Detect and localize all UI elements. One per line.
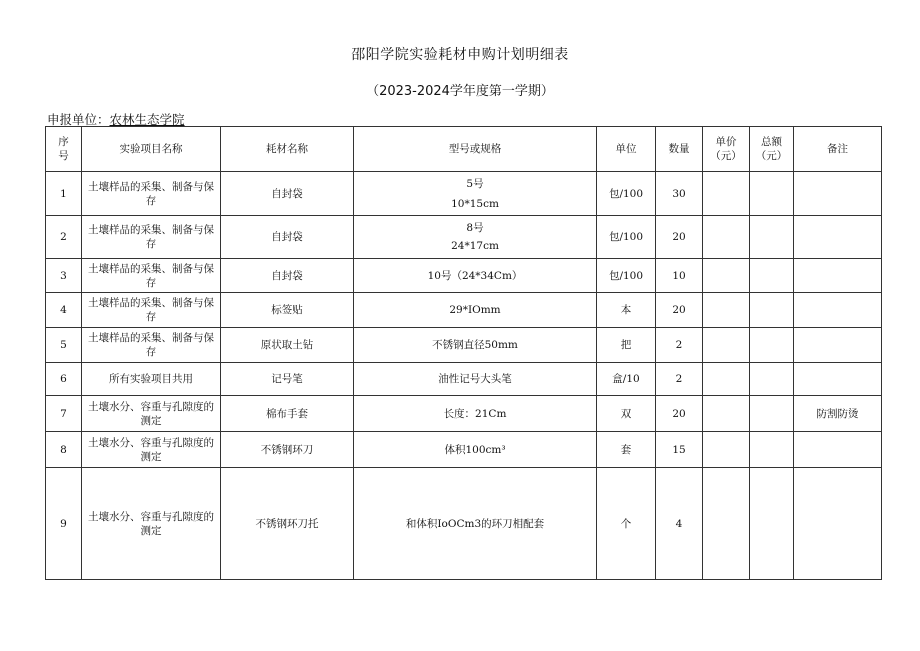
row-total <box>750 396 794 432</box>
row-note: 防割防烫 <box>794 396 882 432</box>
row-total <box>750 432 794 468</box>
row-material: 标签贴 <box>221 293 354 328</box>
table-row <box>46 432 882 468</box>
row-note <box>794 432 882 468</box>
row-no: 5 <box>46 328 82 363</box>
row-spec-line2: 10*15cm <box>451 197 499 210</box>
row-material: 自封袋 <box>221 259 354 293</box>
reporting-unit-label: 申报单位： <box>47 112 110 127</box>
row-note <box>794 172 882 216</box>
header-price: 单价（元） <box>703 127 750 172</box>
row-unit: 把 <box>597 328 656 363</box>
row-project: 土壤样品的采集、制备与保存 <box>82 172 221 216</box>
row-spec <box>354 172 597 216</box>
table-row <box>46 396 882 432</box>
row-no: 1 <box>46 172 82 216</box>
row-unit: 套 <box>597 432 656 468</box>
row-note <box>794 328 882 363</box>
row-project: 所有实验项目共用 <box>82 363 221 396</box>
row-spec: 29*IOmm <box>354 293 597 328</box>
row-no: 8 <box>46 432 82 468</box>
row-project: 土壤样品的采集、制备与保存 <box>82 293 221 328</box>
row-material: 棉布手套 <box>221 396 354 432</box>
row-project: 土壤水分、容重与孔隙度的测定 <box>82 432 221 468</box>
header-total: 总额（元） <box>750 127 794 172</box>
row-price <box>703 363 750 396</box>
row-price <box>703 468 750 580</box>
row-material: 原状取土钻 <box>221 328 354 363</box>
row-spec: 长度：21Cm <box>354 396 597 432</box>
row-qty: 4 <box>656 468 703 580</box>
row-project: 土壤样品的采集、制备与保存 <box>82 216 221 259</box>
row-total <box>750 363 794 396</box>
row-spec: 不锈钢直径50mm <box>354 328 597 363</box>
row-price <box>703 328 750 363</box>
row-qty: 10 <box>656 259 703 293</box>
header-spec: 型号或规格 <box>354 127 597 172</box>
row-note <box>794 363 882 396</box>
row-project: 土壤水分、容重与孔隙度的测定 <box>82 396 221 432</box>
header-row <box>46 127 882 172</box>
row-material: 自封袋 <box>221 216 354 259</box>
row-total <box>750 328 794 363</box>
row-total <box>750 259 794 293</box>
row-spec: 10号（24*34Cm） <box>354 259 597 293</box>
row-no: 2 <box>46 216 82 259</box>
row-unit: 包/100 <box>597 259 656 293</box>
row-qty: 30 <box>656 172 703 216</box>
row-note <box>794 216 882 259</box>
row-project: 土壤水分、容重与孔隙度的测定 <box>82 468 221 580</box>
table-row <box>46 363 882 396</box>
row-price <box>703 172 750 216</box>
row-no: 3 <box>46 259 82 293</box>
header-project: 实验项目名称 <box>82 127 221 172</box>
row-spec-line2: 24*17cm <box>451 240 499 252</box>
row-total <box>750 172 794 216</box>
header-note: 备注 <box>794 127 882 172</box>
row-material: 不锈钢环刀托 <box>221 468 354 580</box>
row-qty: 20 <box>656 396 703 432</box>
row-spec-line1: 5号 <box>466 177 484 190</box>
row-price <box>703 396 750 432</box>
row-unit: 个 <box>597 468 656 580</box>
row-qty: 15 <box>656 432 703 468</box>
row-material: 自封袋 <box>221 172 354 216</box>
row-qty: 20 <box>656 216 703 259</box>
row-spec <box>354 216 597 259</box>
row-price <box>703 432 750 468</box>
row-unit: 包/100 <box>597 216 656 259</box>
row-note <box>794 468 882 580</box>
row-unit: 包/100 <box>597 172 656 216</box>
document-title: 邵阳学院实验耗材申购计划明细表 <box>351 47 569 63</box>
row-price <box>703 259 750 293</box>
table-row <box>46 328 882 363</box>
row-no: 6 <box>46 363 82 396</box>
row-spec: 和体积IoOCm3的环刀相配套 <box>354 468 597 580</box>
header-material: 耗材名称 <box>221 127 354 172</box>
row-spec-line1: 8号 <box>466 222 484 234</box>
row-qty: 2 <box>656 328 703 363</box>
table-row <box>46 293 882 328</box>
row-spec: 体积100cm³ <box>354 432 597 468</box>
row-qty: 2 <box>656 363 703 396</box>
row-total <box>750 468 794 580</box>
row-total <box>750 293 794 328</box>
row-material: 记号笔 <box>221 363 354 396</box>
materials-table <box>45 126 882 580</box>
row-no: 7 <box>46 396 82 432</box>
row-spec: 油性记号大头笔 <box>354 363 597 396</box>
row-unit: 盒/10 <box>597 363 656 396</box>
row-project: 土壤样品的采集、制备与保存 <box>82 328 221 363</box>
row-price <box>703 216 750 259</box>
table-row <box>46 468 882 580</box>
row-note <box>794 293 882 328</box>
row-note <box>794 259 882 293</box>
table-row <box>46 172 882 216</box>
row-unit: 本 <box>597 293 656 328</box>
row-project: 土壤样品的采集、制备与保存 <box>82 259 221 293</box>
document-subtitle: （2023-2024学年度第一学期） <box>366 84 554 99</box>
row-unit: 双 <box>597 396 656 432</box>
row-material: 不锈钢环刀 <box>221 432 354 468</box>
header-qty: 数量 <box>656 127 703 172</box>
table-row <box>46 259 882 293</box>
header-no: 序号 <box>46 127 82 172</box>
row-price <box>703 293 750 328</box>
row-qty: 20 <box>656 293 703 328</box>
header-unit: 单位 <box>597 127 656 172</box>
row-no: 9 <box>46 468 82 580</box>
table-row <box>46 216 882 259</box>
reporting-unit-value: 农林生态学院 <box>109 112 185 127</box>
row-total <box>750 216 794 259</box>
row-no: 4 <box>46 293 82 328</box>
